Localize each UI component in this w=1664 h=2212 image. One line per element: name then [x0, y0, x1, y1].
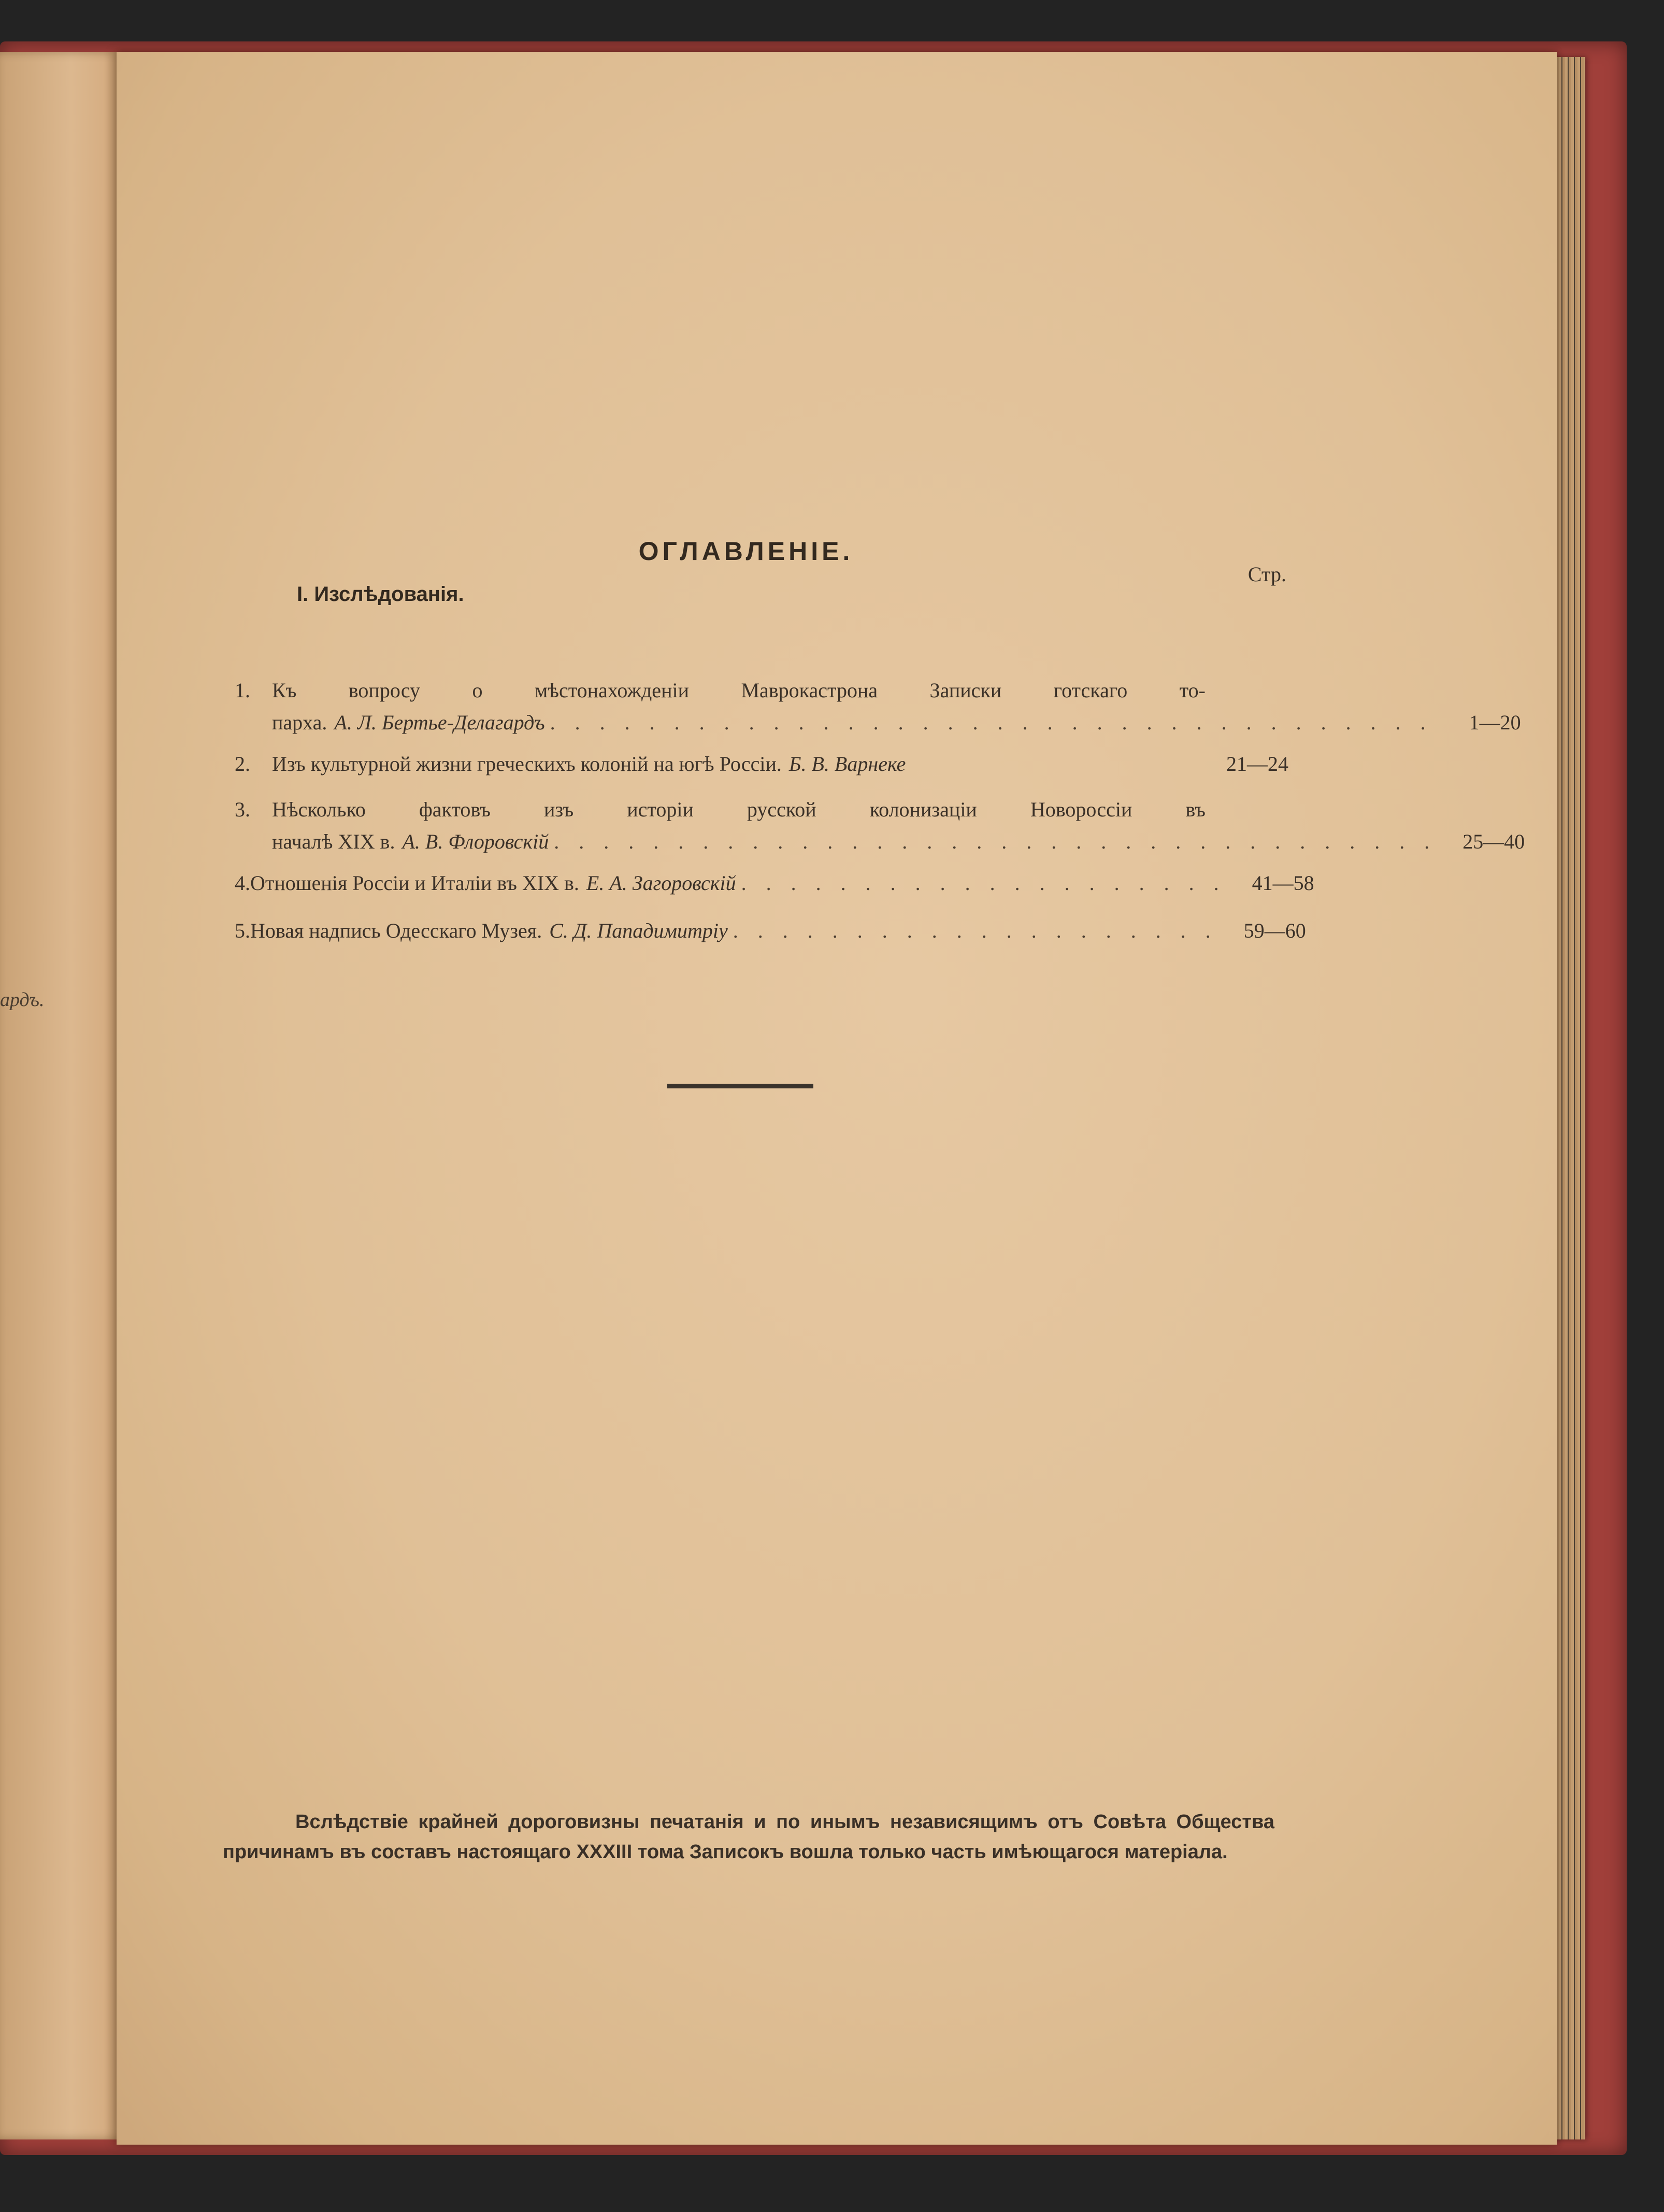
entry-title: Отношенія Россіи и Италіи въ XIX в. [250, 871, 579, 895]
entry-title-line: Къ вопросу о мѣстонахожденіи Маврокастрона Записки готскаго то- [272, 679, 1206, 702]
dot-leader: . . . . . . . . . . . . . . . . . . . . [741, 871, 1226, 895]
entry-number: 1. [235, 679, 250, 702]
entry-author: Е. А. Загоровскій [586, 871, 736, 895]
page-column-label: Стр. [1247, 563, 1286, 586]
entry-title-line: Нѣсколько фактовъ изъ исторіи русской колонизаціи Новороссіи въ [272, 798, 1206, 821]
toc-title: ОГЛАВЛЕНІЕ. [638, 537, 854, 566]
toc-entry-5 [235, 915, 1306, 947]
toc-entry-1 [235, 674, 1521, 739]
page-content [117, 52, 1557, 2145]
right-page [117, 52, 1557, 2145]
entry-pages: 41—58 [1252, 871, 1314, 895]
entry-title: Новая надпись Одесскаго Музея. [250, 919, 542, 942]
dot-leader: . . . . . . . . . . . . . . . . . . . . [733, 919, 1218, 942]
entry-title: Изъ культурной жизни греческихъ колоній на югѣ Россіи. [272, 752, 782, 775]
entry-number: 5. [235, 919, 250, 942]
entry-title: началѣ XIX в. [272, 830, 395, 853]
entry-author: Б. В. Варнеке [788, 752, 906, 775]
entry-pages: 59—60 [1243, 919, 1306, 942]
section-heading: I. Изслѣдованія. [297, 583, 464, 606]
dot-leader: . . . . . . . . . . . . . . . . . . . . . . . . . . . . . . . . . . . . [554, 830, 1437, 853]
toc-entry-2 [235, 748, 1288, 780]
entry-pages: 1—20 [1469, 711, 1521, 734]
entry-title: парха. [272, 711, 327, 734]
entry-number: 4. [235, 871, 250, 895]
entry-author: С. Д. Пападимитріу [549, 919, 728, 942]
toc-entry-3 [235, 794, 1525, 858]
entry-author: А. В. Флоровскій [402, 830, 549, 853]
entry-pages: 25—40 [1462, 830, 1525, 853]
entry-number: 3. [235, 798, 250, 821]
entry-number: 2. [235, 752, 250, 775]
dot-leader: . . . . . . . . . . . . . . . . . . . . . . . . . . . . . . . . . . . . [550, 711, 1433, 734]
left-page-text-fragment: ардъ. [0, 989, 45, 1011]
horizontal-rule [667, 1084, 813, 1088]
footnote-paragraph: Вслѣдствіе крайней дороговизны печатанія и по инымъ независящимъ отъ Совѣта Общества причинамъ въ составъ настоящаго XXXIII тома Записокъ вошла только часть имѣющагося матеріала. [223, 1811, 1274, 1863]
left-page [0, 52, 130, 2139]
entry-pages: 21—24 [1226, 752, 1288, 775]
entry-author: А. Л. Бертье-Делагардъ [334, 711, 545, 734]
toc-entry-4 [235, 867, 1314, 899]
